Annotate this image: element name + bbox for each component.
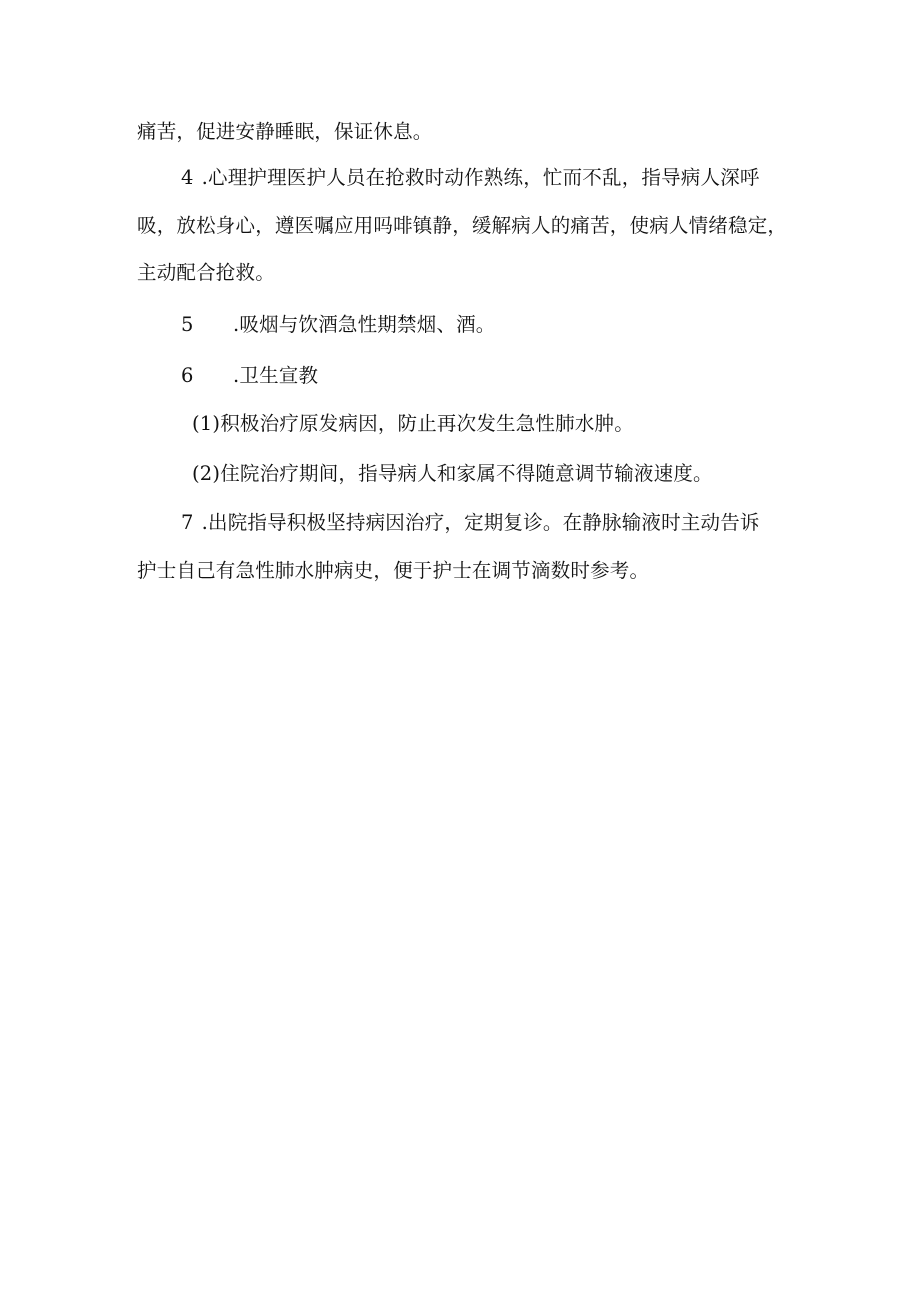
paragraph-continued-text: 痛苦，促进安静睡眠，保证休息。 <box>137 120 433 143</box>
list-item-1 <box>192 410 634 438</box>
paragraph-4-text-1: .心理护理医护人员在抢救时动作熟练，忙而不乱，指导病人深呼 <box>201 166 760 189</box>
paragraph-5-text: .吸烟与饮酒急性期禁烟、酒。 <box>233 313 496 336</box>
paragraph-7-line-2 <box>137 557 649 585</box>
paragraph-7-text-1: .出院指导积极坚持病因治疗，定期复诊。在静脉输液时主动告诉 <box>201 511 760 534</box>
list-item-2 <box>192 460 713 488</box>
paragraph-4-number: 4 <box>181 166 194 189</box>
paragraph-5-number: 5 <box>181 313 194 336</box>
paragraph-6-number: 6 <box>181 364 194 387</box>
paragraph-7-text-2: 护士自己有急性肺水肿病史，便于护士在调节滴数时参考。 <box>137 559 650 582</box>
list-item-2-text: (2)住院治疗期间，指导病人和家属不得随意调节输液速度。 <box>192 462 713 485</box>
paragraph-7-line-1 <box>181 509 760 537</box>
paragraph-4-text-3: 主动配合抢救。 <box>137 261 275 284</box>
paragraph-6-line <box>181 362 318 390</box>
paragraph-6-text: .卫生宣教 <box>233 364 319 387</box>
paragraph-4-text-2: 吸，放松身心，遵医嘱应用吗啡镇静，缓解病人的痛苦，使病人情绪稳定， <box>137 214 788 237</box>
paragraph-4-line-1 <box>181 164 760 192</box>
paragraph-4-line-2 <box>137 212 787 240</box>
paragraph-4-line-3 <box>137 259 275 287</box>
paragraph-continued-line <box>137 118 433 146</box>
paragraph-5-line <box>181 311 496 339</box>
paragraph-7-number: 7 <box>181 511 194 534</box>
list-item-1-text: (1)积极治疗原发病因，防止再次发生急性肺水肿。 <box>192 412 634 435</box>
